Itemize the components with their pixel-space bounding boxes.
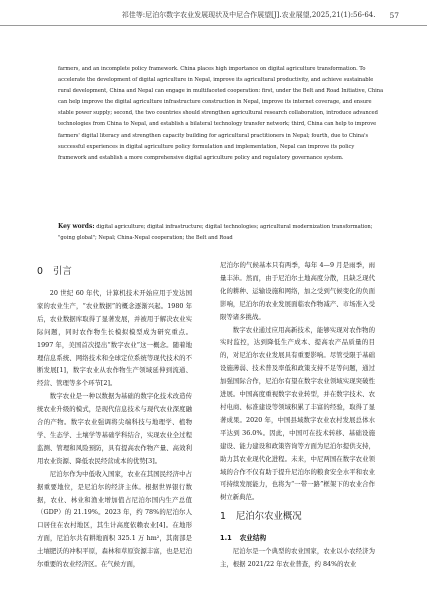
keywords-line — [58, 221, 384, 233]
keywords-line-2: "going global"; Nepal; China-Nepal cooperation; the Belt and Road — [58, 235, 233, 242]
section-heading-nepal-agriculture-overview — [220, 510, 375, 524]
abstract-line: framework and establish a more comprehensive digital agriculture policy and regulatory governance system. — [58, 154, 344, 161]
abstract-line: farmers, and an incomplete policy framework. China places high importance on digital agriculture transformation. To — [58, 66, 366, 72]
abstract-line: farmers' digital literacy and strengthen capacity building for agricultural practitioners in Nepal; fourth, due to China's — [58, 132, 369, 139]
body-paragraph: 数字农业通过应用高新技术，能够实现对农作物的实时监控，达到降低生产成本、提高农产品质量的目的，对尼泊尔农业发展具有重要影响。尽管受限于基础设施薄弱、技术普及率低和政策支持不足等问题，通过加强国际合作，尼泊尔有望在数字农业领域实现突破性进展。中国高度重视数字农业转型，并在数字技术、农村电商、标准建设等领域积累了丰富的经验，取得了显著成果。2020 年，中国县域数字农业农村发展总体水平达到 36.0%。因此，中国可在技术转移、基础设施建设、能力建设和政策咨询等方面为尼泊尔提供支持，助力其农业现代化进程。未来，中尼两国在数字农业领域的合作不仅有助于提升尼泊尔的粮食安全水平和农业可持续发展能力，也将为“一带一路”框架下的农业合作树立新典范。 — [220, 325, 375, 502]
right-column — [220, 259, 375, 571]
section-title: 引言 — [52, 266, 72, 277]
body-paragraph: 尼泊尔是一个典型的农业国家，农业以小农经济为主，根据 2021/22 年农业普查，约 84%的农业 — [220, 547, 375, 569]
abstract-line: successful experiences in digital agriculture policy formulation and implementation, Nepal can improve its policy — [58, 143, 355, 150]
abstract-line: accelerate the development of digital agriculture in Nepal, improve its agricultural productivity, and achieve sustainable — [58, 77, 374, 84]
keywords-text: digital agriculture; digital infrastructure; digital technologies; agricultural modernization transformation; — [94, 224, 373, 230]
left-column — [37, 259, 192, 571]
section-number: 0 — [37, 266, 43, 277]
header-citation: 祁佳等:尼泊尔数字农业发展现状及中尼合作展望[J].农业展望,2025,21(1):56-64. — [121, 11, 376, 19]
page-number: 57 — [389, 11, 399, 20]
body-paragraph: 尼泊尔作为中低收入国家，农业在其国民经济中占据重要地位，是尼泊尔的经济主体。根据世界银行数据，农业、林业和渔业增加值占尼泊尔国内生产总值（GDP）的 21.19%。2023 年，约 78%的尼泊尔人口居住在农村地区，其生计高度依赖农业[4]。在地形方面，尼泊尔共有耕地面积 325.1 万 hm²，其南部是土壤肥沃的冲积平原，森林和草原资源丰富，也是尼泊尔重要的农业经济区。在气候方面， — [37, 469, 192, 569]
abstract-line: rural development, China and Nepal can engage in multifaceted cooperation: first, under the Belt and Road Initiative, China — [58, 88, 384, 95]
keywords-block — [58, 221, 384, 244]
section-title: 尼泊尔农业概况 — [235, 511, 302, 523]
subsection-number: 1.1 — [220, 534, 232, 543]
body-paragraph: 尼泊尔的气候基本只有两季，每年 4—9 月是雨季，雨量丰沛。然而，由于尼泊尔土地高度分散，且缺乏现代化的耕种、运输设施和网络，加之受到气候变化的负面影响，尼泊尔的农业发展面临农作物减产、市场准入受限等诸多挑战。 — [220, 261, 375, 321]
body-paragraph: 数字农业是一种以数据为基础的数字化技术改造传统农业升级的模式，是现代信息技术与现代农业深度融合的产物。数字农业强调将尖端科技与地理学、植物学、生态学、土壤学等基础学科结合，实现农业全过程监测、管理和风险预防，具有提高农作物产量、高效利用农业资源、降低农民经营成本的优势[3]。 — [37, 392, 192, 465]
section-heading-introduction — [37, 265, 192, 279]
abstract-line: can help improve the digital agriculture infrastructure construction in Nepal, improve its internet coverage, and ensure — [58, 99, 372, 106]
abstract-line: technologies from China to Nepal, and establish a bilateral technology transfer network; third, China can help to improve — [58, 121, 377, 128]
section-number: 1 — [220, 511, 226, 523]
body-paragraph: 20 世纪 60 年代，计算机技术开始应用于发达国家的农业生产，“农业数据”的概念逐渐兴起。1980 年后，农业数据库取得了显著发展，并被用于解决农业实际问题，同时农作物生长模拟模型成为研究重点。1997 年，美国首次提出“数字农业”这一概念。随着地理信息系统、网络技术和全球定位系统等现代技术的不断发展[1]，数字农业从农作物生产领域延伸到流通、经营、管理等多个环节[2]。 — [37, 289, 192, 388]
subsection-heading-agricultural-structure — [220, 532, 375, 545]
english-abstract-continuation — [58, 64, 384, 164]
subsection-title: 农业结构 — [239, 534, 267, 543]
abstract-line: stable power supply; second, the two countries should strengthen agricultural research collaboration, introduce advanced — [58, 110, 378, 117]
keywords-label: Key words: — [58, 223, 95, 230]
running-header — [0, 0, 427, 26]
